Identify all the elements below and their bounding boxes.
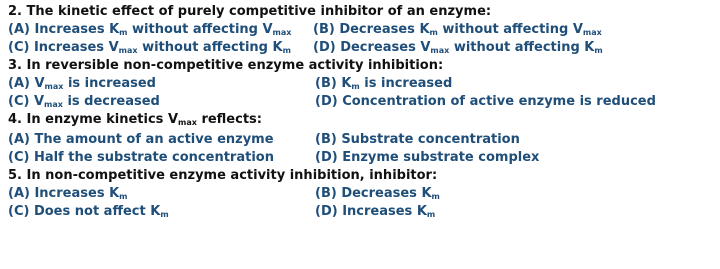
question-3: 3. In reversible non-competitive enzyme activity inhibition:: [8, 58, 444, 73]
q5-option-a: (A) Increases $K_m$: [8, 186, 128, 201]
q4-option-a: (A) The amount of an active enzyme: [8, 132, 274, 147]
q5-option-d: (D) Increases $K_m$: [315, 204, 436, 219]
question-2: 2. The kinetic effect of purely competitive inhibitor of an enzyme:: [8, 4, 492, 19]
q3-option-d: (D) Concentration of active enzyme is reduced: [315, 94, 656, 109]
q4-option-b: (B) Substrate concentration: [315, 132, 520, 147]
question-5: 5. In non-competitive enzyme activity inhibition, inhibitor:: [8, 168, 438, 183]
q2-option-c: (C) Increases $V_{max}$ without affecting $K_m$: [8, 40, 291, 55]
q5-option-c: (C) Does not affect $K_m$: [8, 204, 169, 219]
q5-option-b: (B) Decreases $K_m$: [315, 186, 440, 201]
q2-option-a: (A) Increases $K_m$ without affecting $V_{max}$: [8, 22, 292, 37]
q2-option-d: (D) Decreases $V_{max}$ without affecting $K_m$: [313, 40, 603, 55]
q3-option-a: (A) $V_{max}$ is increased: [8, 76, 156, 91]
q3-option-b: (B) $K_m$ is increased: [315, 76, 453, 91]
q3-option-c: (C) $V_{max}$ is decreased: [8, 94, 160, 109]
q4-option-d: (D) Enzyme substrate complex: [315, 150, 540, 165]
question-4: 4. In enzyme kinetics $V_{max}$ reflects:: [8, 112, 262, 127]
q4-option-c: (C) Half the substrate concentration: [8, 150, 274, 165]
q2-option-b: (B) Decreases $K_m$ without affecting $V_{max}$: [313, 22, 602, 37]
